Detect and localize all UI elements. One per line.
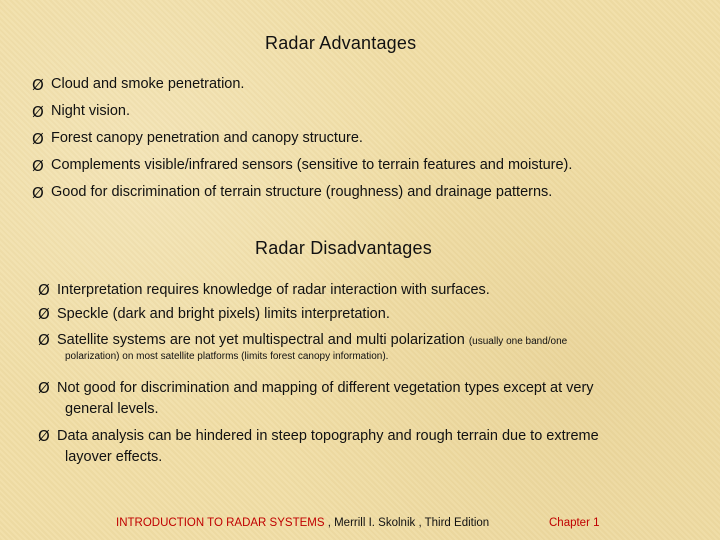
advantage-item: Ø Forest canopy penetration and canopy structure. [32,130,363,148]
arrow-bullet-icon: Ø [32,157,44,175]
arrow-bullet-icon: Ø [38,281,50,299]
disadvantage-item: Ø Speckle (dark and bright pixels) limits interpretation. [38,305,390,323]
disadvantage-item: Ø Not good for discrimination and mapping of different vegetation types except at very general levels. [38,379,594,417]
advantage-item: Ø Cloud and smoke penetration. [32,76,245,94]
disadvantage-note-continued: polarization) on most satellite platforms (limits forest canopy information). [65,351,389,362]
advantage-item: Ø Good for discrimination of terrain structure (roughness) and drainage patterns. [32,184,553,202]
advantages-list [32,76,712,211]
disadvantage-item: Ø Satellite systems are not yet multispectral and multi polarization (usually one band/one polarization) on most satellite platforms (limits forest canopy information). [38,330,688,378]
arrow-bullet-icon: Ø [32,76,44,94]
advantage-item: Ø Night vision. [32,103,130,121]
advantages-heading: Radar Advantages [265,33,417,53]
disadvantage-item: Ø Data analysis can be hindered in steep topography and rough terrain due to extreme layover effects. [38,427,599,465]
disadvantage-note: (usually one band/one [468,336,568,347]
arrow-bullet-icon: Ø [38,305,50,323]
footer-book-title: INTRODUCTION TO RADAR SYSTEMS [116,517,325,529]
footer-author: , Merrill I. Skolnik , Third Edition [324,517,490,529]
footer [116,517,600,529]
disadvantages-list [38,280,688,468]
arrow-bullet-icon: Ø [32,103,44,121]
arrow-bullet-icon: Ø [38,331,50,349]
disadvantages-heading: Radar Disadvantages [255,238,432,258]
arrow-bullet-icon: Ø [38,427,50,445]
footer-chapter: Chapter 1 [549,517,600,529]
arrow-bullet-icon: Ø [32,130,44,148]
arrow-bullet-icon: Ø [32,184,44,202]
arrow-bullet-icon: Ø [38,379,50,397]
disadvantage-item: Ø Interpretation requires knowledge of radar interaction with surfaces. [38,281,490,299]
advantage-item: Ø Complements visible/infrared sensors (sensitive to terrain features and moisture). [32,157,573,175]
